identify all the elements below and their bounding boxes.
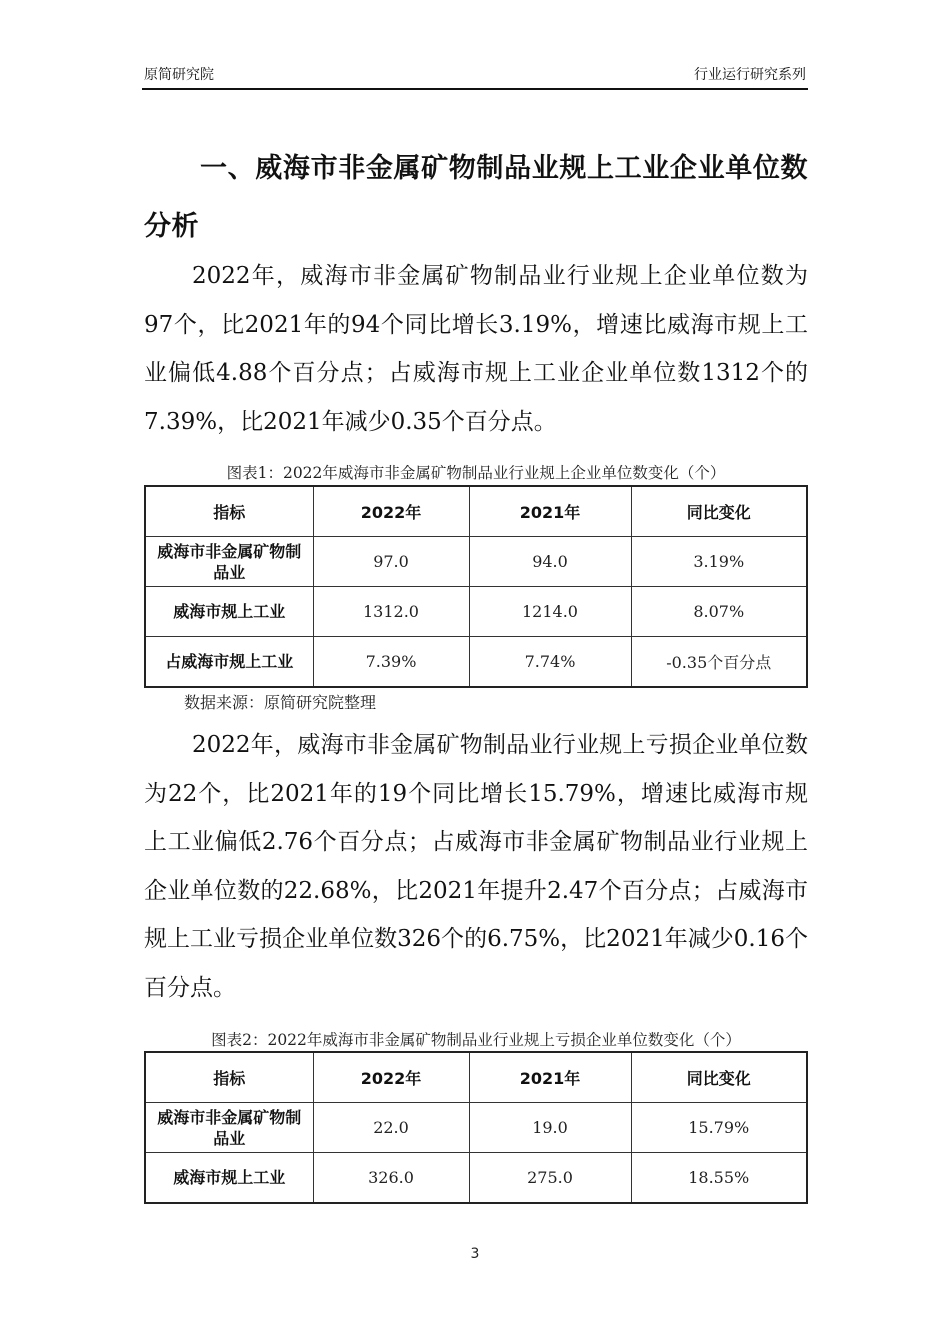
paragraph-enterprise-count: 2022年，威海市非金属矿物制品业行业规上企业单位数为97个，比2021年的94个同比增长3.19%，增速比威海市规上工业偏低4.88个百分点；占威海市规上工业企业单位数1312个的7.39%，比2021年减少0.35个百分点。 (144, 263, 808, 435)
cell-yoy-change: 8.07% (631, 587, 807, 637)
table-row (145, 1103, 807, 1153)
cell-2022: 1312.0 (313, 587, 469, 637)
cell-2022: 326.0 (313, 1153, 469, 1204)
table-row (145, 1153, 807, 1204)
table-header-row (145, 1052, 807, 1103)
table-header-row (145, 486, 807, 537)
column-header: 指标 (145, 1052, 313, 1103)
table-1-caption: 图表1：2022年威海市非金属矿物制品业行业规上企业单位数变化（个） (226, 464, 726, 482)
column-header: 2022年 (313, 486, 469, 537)
row-label: 威海市规上工业 (145, 1153, 313, 1204)
cell-yoy-change: 3.19% (631, 537, 807, 587)
table-row (145, 587, 807, 637)
column-header: 指标 (145, 486, 313, 537)
cell-2022: 22.0 (313, 1103, 469, 1153)
table-2-loss-enterprise-count (144, 1051, 808, 1204)
cell-2021: 19.0 (469, 1103, 631, 1153)
row-label: 威海市非金属矿物制品业 (145, 537, 313, 587)
cell-2021: 94.0 (469, 537, 631, 587)
cell-2022: 97.0 (313, 537, 469, 587)
table-2-caption: 图表2：2022年威海市非金属矿物制品业行业规上亏损企业单位数变化（个） (211, 1031, 741, 1049)
column-header: 2021年 (469, 1052, 631, 1103)
row-label: 占威海市规上工业 (145, 637, 313, 688)
row-label: 威海市规上工业 (145, 587, 313, 637)
page-number: 3 (470, 1246, 480, 1262)
table-row (145, 537, 807, 587)
row-label: 威海市非金属矿物制品业 (145, 1103, 313, 1153)
column-header: 同比变化 (631, 1052, 807, 1103)
header-series-name: 行业运行研究系列 (694, 67, 806, 83)
section-title: 一、威海市非金属矿物制品业规上工业企业单位数分析 (144, 153, 808, 242)
cell-2021: 1214.0 (469, 587, 631, 637)
table-1-enterprise-count (144, 485, 808, 688)
paragraph-loss-enterprise-count: 2022年，威海市非金属矿物制品业行业规上亏损企业单位数为22个，比2021年的19个同比增长15.79%，增速比威海市规上工业偏低2.76个百分点；占威海市非金属矿物制品业行业规上企业单位数的22.68%，比2021年提升2.47个百分点；占威海市规上工业亏损企业单位数326个的6.75%，比2021年减少0.16个百分点。 (144, 732, 808, 1001)
table-1-source: 数据来源：原简研究院整理 (184, 693, 377, 712)
cell-yoy-change: -0.35个百分点 (631, 637, 807, 688)
column-header: 2022年 (313, 1052, 469, 1103)
header-org-name: 原简研究院 (144, 67, 214, 83)
cell-2022: 7.39% (313, 637, 469, 688)
cell-2021: 275.0 (469, 1153, 631, 1204)
column-header: 2021年 (469, 486, 631, 537)
column-header: 同比变化 (631, 486, 807, 537)
table-row (145, 637, 807, 688)
cell-yoy-change: 18.55% (631, 1153, 807, 1204)
cell-yoy-change: 15.79% (631, 1103, 807, 1153)
header-divider (142, 88, 808, 90)
cell-2021: 7.74% (469, 637, 631, 688)
